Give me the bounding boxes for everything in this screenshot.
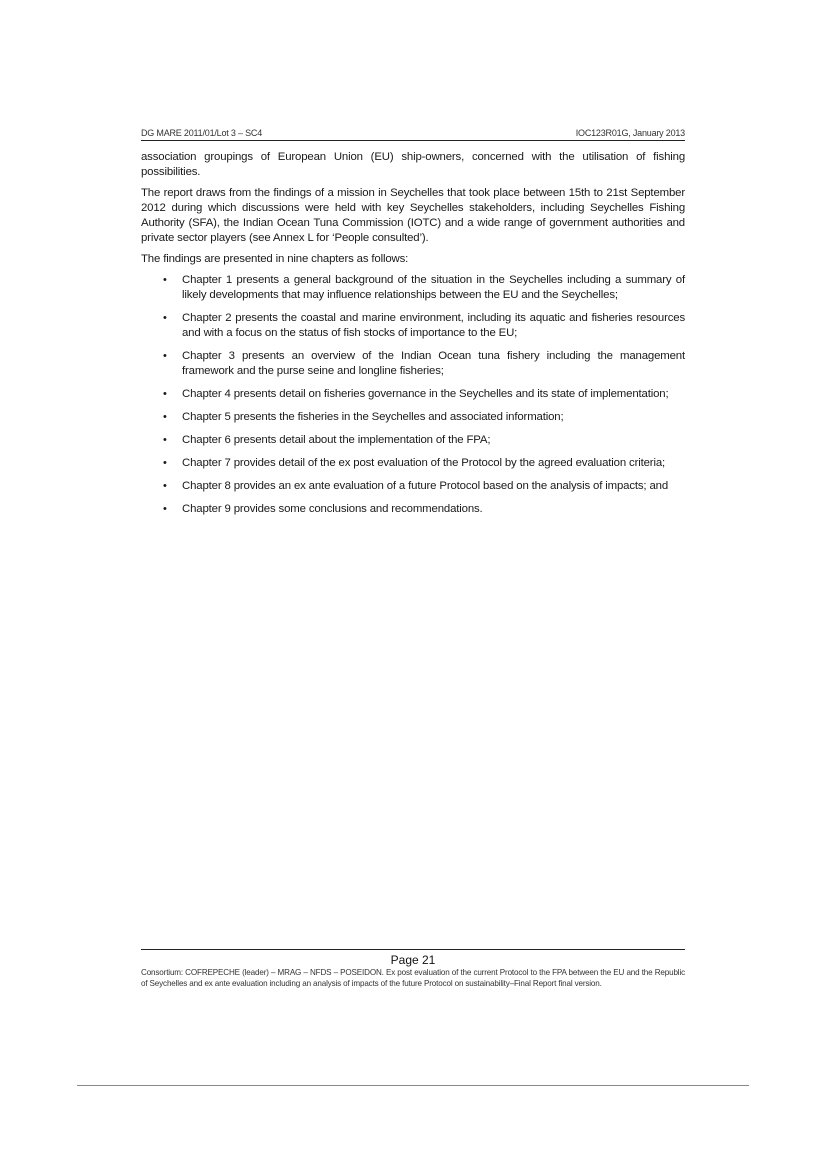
footer-consortium-note: Consortium: COFREPECHE (leader) – MRAG – NFDS – POSEIDON. Ex post evaluation of the current Protocol to the FPA between the EU and the Republic of Seychelles and ex ante evaluation including an analysis of impacts of the future Protocol on sustainability–Final Report final version. [141, 968, 685, 988]
footer-divider [141, 949, 685, 950]
list-item [141, 311, 685, 341]
bullet-icon: • [163, 274, 167, 286]
list-item [141, 479, 685, 494]
page-header [141, 128, 685, 141]
list-item-text: Chapter 3 presents an overview of the Indian Ocean tuna fishery including the management framework and the purse seine and longline fisheries; [182, 350, 685, 377]
page-number: Page 21 [390, 953, 436, 967]
list-item-text: Chapter 9 provides some conclusions and recommendations. [182, 503, 483, 515]
chapter-list [141, 273, 685, 517]
bullet-icon: • [163, 480, 167, 492]
list-item-text: Chapter 5 presents the fisheries in the Seychelles and associated information; [182, 411, 564, 423]
paragraph: The report draws from the findings of a mission in Seychelles that took place between 15th to 21st September 2012 during which discussions were held with key Seychelles stakeholders, including Seychelles Fishing Authority (SFA), the Indian Ocean Tuna Commission (IOTC) and a wide range of government authorities and private sector players (see Annex L for ‘People consulted’). [141, 187, 685, 244]
list-item [141, 410, 685, 425]
bullet-icon: • [163, 388, 167, 400]
bullet-icon: • [163, 457, 167, 469]
bullet-icon: • [163, 434, 167, 446]
header-project-ref: DG MARE 2011/01/Lot 3 – SC4 [141, 128, 262, 138]
header-doc-ref: IOC123R01G, January 2013 [575, 128, 685, 138]
bullet-icon: • [163, 350, 167, 362]
page-bottom-divider [77, 1085, 749, 1086]
list-item-text: Chapter 1 presents a general background of the situation in the Seychelles including a summary of likely developments that may influence relationships between the EU and the Seychelles; [182, 274, 685, 301]
list-item [141, 387, 685, 402]
list-item-text: Chapter 8 provides an ex ante evaluation of a future Protocol based on the analysis of impacts; and [182, 480, 669, 492]
bullet-icon: • [163, 312, 167, 324]
bullet-icon: • [163, 411, 167, 423]
list-item-text: Chapter 7 provides detail of the ex post evaluation of the Protocol by the agreed evaluation criteria; [182, 457, 666, 469]
list-item [141, 433, 685, 448]
paragraph: The findings are presented in nine chapters as follows: [141, 253, 409, 265]
list-item [141, 456, 685, 471]
paragraph: association groupings of European Union (EU) ship-owners, concerned with the utilisation of fishing possibilities. [141, 151, 685, 178]
list-item [141, 502, 685, 517]
list-item [141, 349, 685, 379]
list-item-text: Chapter 6 presents detail about the implementation of the FPA; [182, 434, 491, 446]
list-item-text: Chapter 2 presents the coastal and marine environment, including its aquatic and fisheries resources and with a focus on the status of fish stocks of importance to the EU; [182, 312, 685, 339]
bullet-icon: • [163, 503, 167, 515]
body-content [141, 150, 685, 525]
list-item-text: Chapter 4 presents detail on fisheries governance in the Seychelles and its state of implementation; [182, 388, 669, 400]
list-item [141, 273, 685, 303]
